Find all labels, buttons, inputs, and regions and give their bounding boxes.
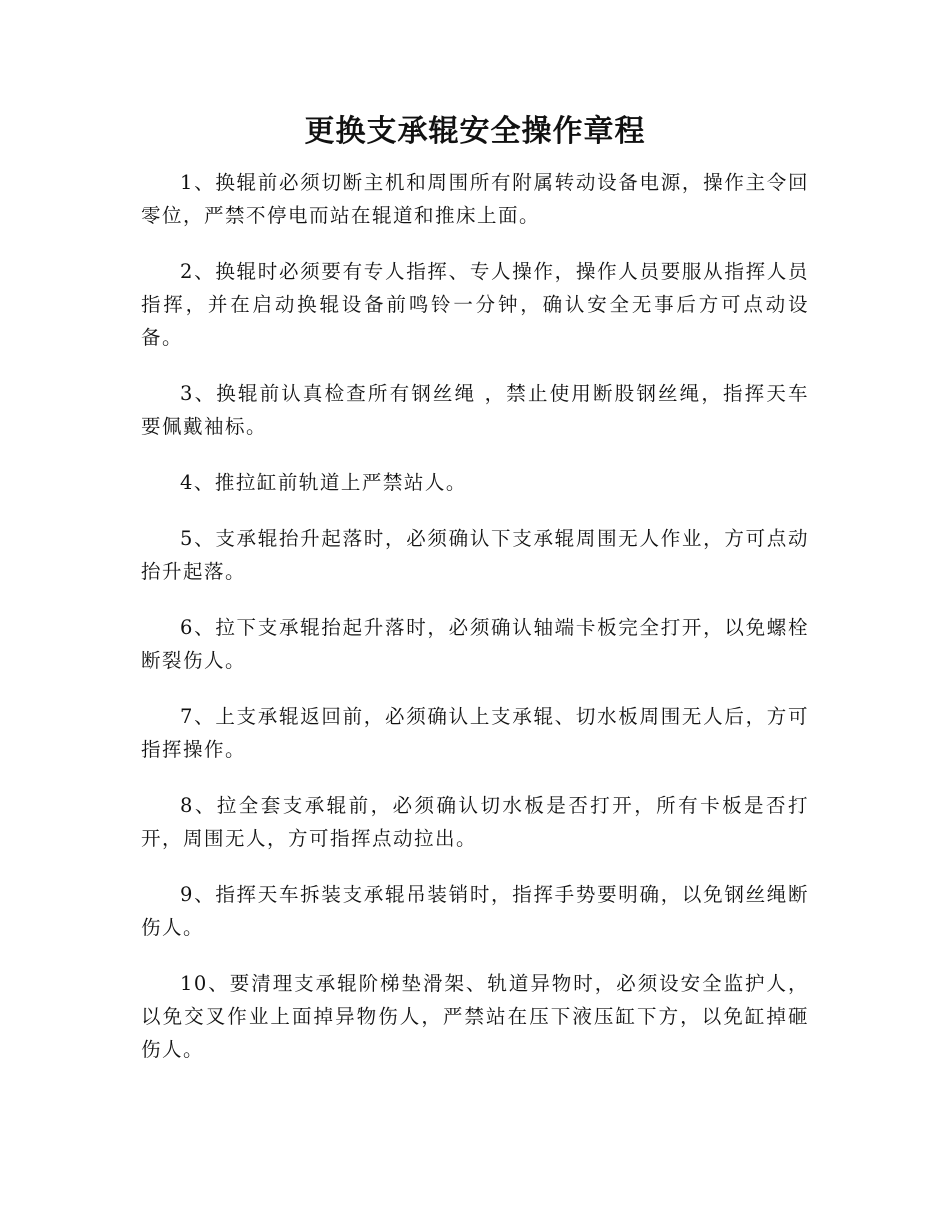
paragraph-1: 1、换辊前必须切断主机和周围所有附属转动设备电源，操作主令回零位，严禁不停电而站在辊道和推床上面。 <box>141 171 809 227</box>
paragraph-3: 3、换辊前认真检查所有钢丝绳 ，禁止使用断股钢丝绳，指挥天车要佩戴袖标。 <box>141 382 809 438</box>
paragraph-7: 7、上支承辊返回前，必须确认上支承辊、切水板周围无人后，方可指挥操作。 <box>141 705 809 761</box>
document-body <box>141 166 809 1089</box>
paragraph-4: 4、推拉缸前轨道上严禁站人。 <box>180 471 467 494</box>
paragraph-8: 8、拉全套支承辊前，必须确认切水板是否打开，所有卡板是否打开，周围无人，方可指挥点动拉出。 <box>141 794 809 850</box>
paragraph-10: 10、要清理支承辊阶梯垫滑架、轨道异物时，必须设安全监护人，以免交叉作业上面掉异物伤人，严禁站在压下液压缸下方，以免缸掉砸伤人。 <box>141 972 809 1061</box>
paragraph-5: 5、支承辊抬升起落时，必须确认下支承辊周围无人作业，方可点动抬升起落。 <box>141 527 809 583</box>
paragraph-6: 6、拉下支承辊抬起升落时，必须确认轴端卡板完全打开，以免螺栓断裂伤人。 <box>141 616 809 672</box>
paragraph-2: 2、换辊时必须要有专人指挥、专人操作，操作人员要服从指挥人员指挥，并在启动换辊设备前鸣铃一分钟，确认安全无事后方可点动设备。 <box>141 260 809 349</box>
paragraph-9: 9、指挥天车拆装支承辊吊装销时，指挥手势要明确，以免钢丝绳断伤人。 <box>141 883 809 939</box>
document-title: 更换支承辊安全操作章程 <box>304 114 646 149</box>
